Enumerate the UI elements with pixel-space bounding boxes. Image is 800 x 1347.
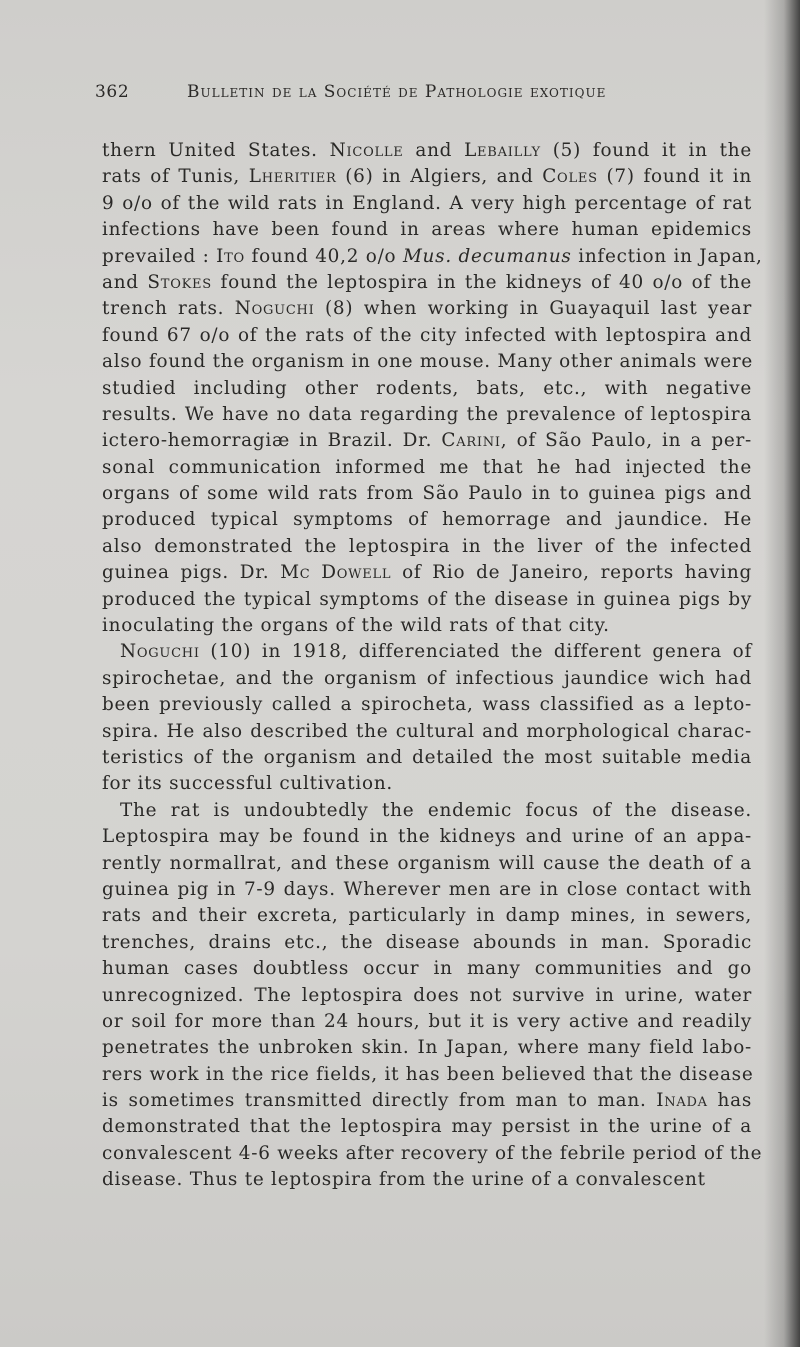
text-run: has [707, 1090, 753, 1112]
text-line [102, 1062, 752, 1088]
text-line [102, 877, 752, 903]
text-run: disease. Thus te leptospira from the urine of a convalescent [102, 1169, 706, 1191]
text-run: and [102, 271, 148, 293]
text-line [102, 851, 752, 877]
text-line [102, 164, 752, 190]
text-line [102, 323, 752, 349]
text-line [102, 745, 752, 771]
text-run: produced typical symptoms of hemorrage and jaundice. He [102, 509, 752, 531]
author-name: Nicolle [329, 140, 404, 161]
text-line [102, 824, 752, 850]
author-name: Carini [441, 430, 501, 452]
text-line [102, 191, 752, 217]
text-line [102, 455, 752, 481]
text-run: ictero-hemorragiæ in Brazil. Dr. [102, 430, 442, 452]
text-run: infections have been found in areas where human epidemics [102, 219, 752, 241]
text-run: unrecognized. The leptospira does not survive in urine, water [102, 984, 752, 1006]
text-run: been previously called a spirocheta, wass classified as a lepto- [102, 694, 752, 716]
text-line [102, 534, 752, 560]
text-run: for its successful cultivation. [102, 773, 394, 795]
author-name: Mc Dowell [280, 562, 392, 584]
page-header [95, 82, 655, 112]
text-run: thern United States. [102, 140, 330, 161]
text-line [102, 1114, 752, 1140]
text-line [102, 956, 752, 982]
author-name: Noguchi [120, 641, 200, 663]
text-line [102, 666, 752, 692]
text-run: trench rats. [102, 298, 235, 320]
text-line [102, 1035, 752, 1061]
text-line [102, 1088, 752, 1114]
text-run: and [403, 140, 465, 161]
text-line [102, 244, 763, 270]
text-line [102, 798, 752, 824]
text-line [102, 349, 752, 375]
text-run: or soil for more than 24 hours, but it is very active and readily [102, 1010, 752, 1032]
author-name: Lebailly [464, 140, 541, 161]
text-run: found 67 o/o of the rats of the city infected with leptospira and [102, 324, 752, 346]
text-line [102, 1167, 752, 1193]
text-line [102, 217, 752, 243]
text-run: trenches, drains etc., the disease abounds in man. Sporadic [102, 931, 752, 953]
text-run: of Rio de Janeiro, reports having [391, 562, 752, 584]
text-run: demonstrated that the leptospira may persist in the urine of a [102, 1116, 752, 1138]
text-line [102, 1141, 763, 1167]
text-run: penetrates the unbroken skin. In Japan, where many field labo- [102, 1037, 752, 1059]
text-line [102, 376, 752, 402]
text-line [102, 428, 752, 454]
author-name: Stokes [147, 271, 212, 293]
text-run: Leptospira may be found in the kidneys and urine of an appa- [102, 826, 752, 848]
text-run: found 40,2 o/o [244, 245, 403, 267]
text-line [102, 270, 752, 296]
text-run: (8) when working in Guayaquil last year [314, 298, 752, 320]
text-run: rers work in the rice fields, it has been believed that the disease [102, 1063, 754, 1085]
text-run: The rat is undoubtedly the endemic focus of the disease. [120, 799, 752, 821]
text-run: rats and their excreta, particularly in damp mines, in sewers, [102, 905, 752, 927]
text-line [102, 402, 752, 428]
body-text [102, 138, 763, 1194]
text-run: guinea pig in 7-9 days. Wherever men are in close contact with [102, 878, 752, 900]
text-run: rently normallrat, and these organism will cause the death of a [102, 852, 752, 874]
text-line [102, 719, 752, 745]
text-run: produced the typical symptoms of the disease in guinea pigs by [102, 588, 752, 610]
text-line [102, 692, 752, 718]
text-run: infection in Japan, [571, 245, 763, 267]
text-run: results. We have no data regarding the prevalence of leptospira [102, 403, 752, 425]
text-run: studied including other rodents, bats, etc., with negative [102, 377, 752, 399]
text-run: (7) found it in [597, 166, 752, 188]
text-run: (6) in Algiers, and [336, 166, 543, 188]
author-name: Ito [216, 245, 245, 267]
text-line [102, 639, 752, 665]
text-line [102, 138, 752, 164]
text-run: is sometimes transmitted directly from man to man. [102, 1090, 657, 1112]
text-line [102, 296, 752, 322]
text-run: also found the organism in one mouse. Many other animals were [102, 351, 753, 373]
text-run: teristics of the organism and detailed the most suitable media [102, 746, 752, 768]
text-line [102, 1009, 752, 1035]
text-run: sonal communication informed me that he had injected the [102, 456, 752, 478]
author-name: Lheritier [248, 166, 337, 188]
text-line [102, 613, 752, 639]
text-run: spira. He also described the cultural and morphological charac- [102, 720, 752, 742]
text-run: (5) found it in the [540, 140, 752, 161]
text-run: human cases doubtless occur in many communities and go [102, 958, 752, 980]
text-run: 9 o/o of the wild rats in England. A very high percentage of rat [102, 192, 752, 214]
text-line [102, 587, 752, 613]
author-name: Noguchi [234, 298, 315, 320]
text-line [102, 481, 752, 507]
page-edge-shadow [764, 0, 800, 1347]
text-line [102, 771, 752, 797]
text-run: , of São Paulo, in a per- [500, 430, 752, 452]
text-line [102, 507, 752, 533]
text-run: also demonstrated the leptospira in the liver of the infected [102, 535, 752, 557]
text-line [102, 560, 752, 586]
text-line [102, 930, 752, 956]
page-number: 362 [95, 82, 130, 102]
text-run: (10) in 1918, differenciated the different genera of [199, 641, 752, 663]
text-line [102, 903, 752, 929]
text-run: inoculating the organs of the wild rats of that city. [102, 615, 610, 637]
text-run: convalescent 4-6 weeks after recovery of the febrile period of the [102, 1142, 763, 1164]
author-name: Coles [542, 166, 598, 188]
text-run: found the leptospira in the kidneys of 40 o/o of the [211, 271, 752, 293]
author-name: Inada [656, 1090, 708, 1112]
running-title: Bulletin de la Société de Pathologie exotique [187, 82, 607, 102]
text-run: guinea pigs. Dr. [102, 562, 281, 584]
text-run: prevailed : [102, 245, 217, 267]
species-name: Mus. decumanus [402, 245, 572, 267]
text-line [102, 983, 752, 1009]
text-run: rats of Tunis, [102, 166, 249, 188]
text-run: spirochetae, and the organism of infectious jaundice wich had [102, 667, 752, 689]
text-run: organs of some wild rats from São Paulo in to guinea pigs and [102, 483, 752, 505]
